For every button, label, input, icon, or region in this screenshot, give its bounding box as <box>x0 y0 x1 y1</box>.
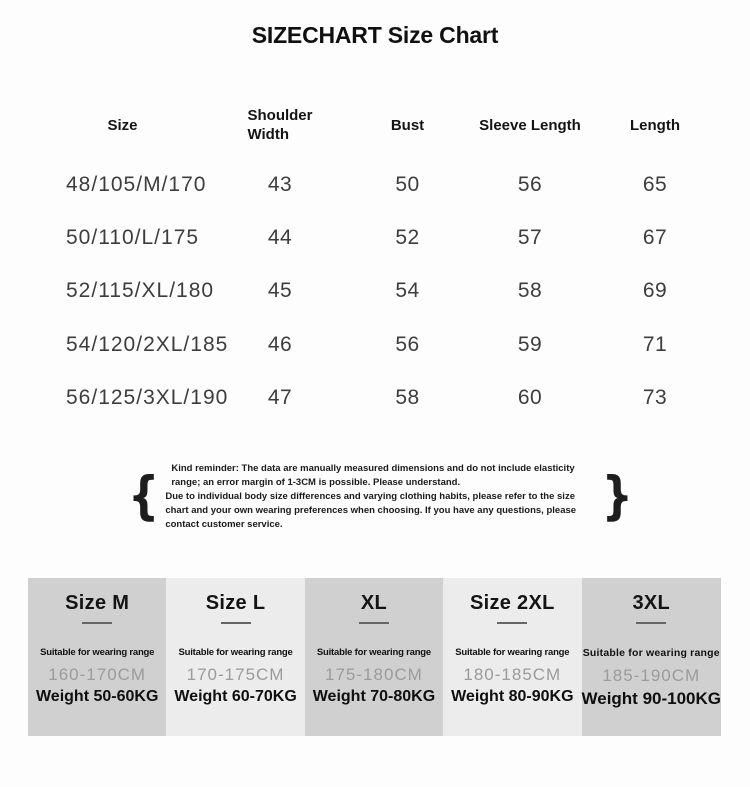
card-weight: Weight 70-80KG <box>312 688 436 705</box>
card-subtitle: Suitable for wearing range <box>455 647 570 658</box>
size-cell: 50/110/L/175 <box>66 226 200 250</box>
sleeve-cell: 56 <box>517 172 543 196</box>
column-header-size: Size <box>107 116 138 134</box>
card-subtitle: Suitable for wearing range <box>40 647 155 658</box>
size-cell: 52/115/XL/180 <box>66 279 215 303</box>
card-height-range: 175-180CM <box>325 665 423 684</box>
size-cell: 56/125/3XL/190 <box>66 386 229 410</box>
shoulder-cell: 47 <box>267 386 293 410</box>
card-title: Size 2XL <box>469 592 555 614</box>
column-header-length: Length <box>630 116 680 134</box>
shoulder-cell: 46 <box>267 332 293 356</box>
sleeve-cell: 57 <box>517 226 543 250</box>
size-cell: 48/105/M/170 <box>66 172 207 196</box>
bust-cell: 58 <box>395 386 420 410</box>
length-cell: 69 <box>642 279 668 303</box>
card-divider <box>636 622 666 624</box>
table-row <box>35 318 715 371</box>
shoulder-cell: 45 <box>267 279 293 303</box>
size-card-2xl <box>443 578 581 736</box>
card-height-range: 170-175CM <box>186 665 285 684</box>
card-weight: Weight 90-100KG <box>581 689 722 708</box>
reminder-text <box>165 462 595 532</box>
size-card-3xl <box>582 578 722 736</box>
right-brace: } <box>601 466 633 527</box>
size-card-xl <box>305 578 443 736</box>
card-weight: Weight 80-90KG <box>451 688 574 705</box>
size-table <box>35 100 715 425</box>
sleeve-cell: 59 <box>517 332 543 356</box>
card-height-range: 160-170CM <box>48 665 147 684</box>
shoulder-cell: 44 <box>267 226 293 250</box>
length-cell: 67 <box>642 226 668 250</box>
bust-cell: 50 <box>395 172 420 196</box>
card-title: XL <box>360 592 388 614</box>
card-divider <box>221 622 251 624</box>
size-card-l <box>166 578 304 736</box>
column-header-shoulder-width <box>210 106 350 144</box>
table-row <box>35 211 715 264</box>
column-header-bust: Bust <box>390 116 425 134</box>
bust-cell: 54 <box>395 279 420 303</box>
table-header-row <box>35 100 715 150</box>
shoulder-cell: 43 <box>267 172 293 196</box>
length-cell: 65 <box>642 172 668 196</box>
table-row <box>35 265 715 318</box>
length-cell: 73 <box>642 386 668 410</box>
sleeve-cell: 60 <box>517 386 543 410</box>
card-weight: Weight 50-60KG <box>35 688 159 705</box>
left-brace: { <box>128 466 160 527</box>
card-divider <box>82 622 112 624</box>
reminder-paragraph-2: Due to individual body size differences and varying clothing habits, please refer to the size chart and your own wearing preferences when choosing. If you have any questions, please contact customer service. <box>165 491 577 530</box>
bust-cell: 52 <box>395 226 420 250</box>
table-row <box>35 158 715 211</box>
card-subtitle: Suitable for wearing range <box>178 647 293 658</box>
card-weight: Weight 60-70KG <box>174 688 297 705</box>
sleeve-cell: 58 <box>517 279 543 303</box>
card-subtitle: Suitable for wearing range <box>582 647 720 659</box>
column-header-shoulder-width-label: Shoulder Width <box>247 107 313 143</box>
kind-reminder <box>128 462 633 532</box>
card-divider <box>359 622 389 624</box>
card-height-range: 185-190CM <box>602 666 701 685</box>
size-card-m <box>28 578 166 736</box>
card-title: Size M <box>65 592 130 614</box>
table-row <box>35 372 715 425</box>
column-header-sleeve-length: Sleeve Length <box>479 116 581 134</box>
reminder-paragraph-1: Kind reminder: The data are manually measured dimensions and do not include elasticity range; an error margin of 1-3CM is possible. Please understand. <box>171 463 575 488</box>
card-subtitle: Suitable for wearing range <box>316 647 431 658</box>
bust-cell: 56 <box>395 332 420 356</box>
table-body <box>35 158 715 425</box>
card-divider <box>497 622 527 624</box>
size-cell: 54/120/2XL/185 <box>66 332 229 356</box>
page-title: SIZECHART Size Chart <box>251 22 499 48</box>
length-cell: 71 <box>642 332 668 356</box>
size-cards <box>28 578 721 736</box>
card-title: 3XL <box>632 592 671 614</box>
card-height-range: 180-185CM <box>463 665 562 684</box>
card-title: Size L <box>205 592 266 614</box>
